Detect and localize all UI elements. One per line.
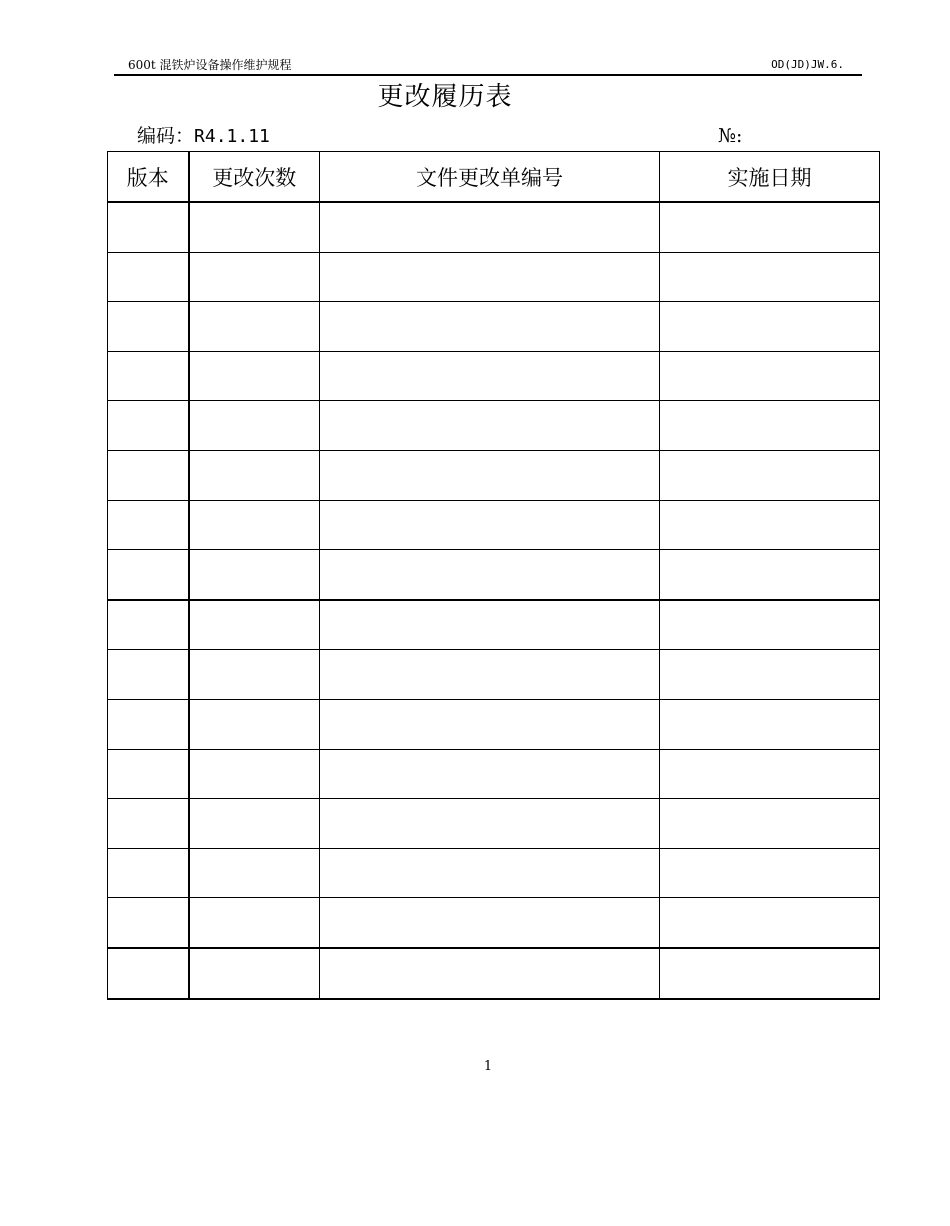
table-cell	[320, 401, 660, 451]
table-cell	[660, 202, 880, 252]
table-cell	[189, 699, 320, 749]
table-cell	[108, 202, 189, 252]
table-cell	[660, 351, 880, 401]
table-row	[108, 351, 880, 401]
code-label: 编码：	[137, 125, 195, 147]
table-cell	[189, 848, 320, 898]
page-number: 1	[483, 1059, 493, 1074]
table-cell	[320, 252, 660, 302]
table-cell	[320, 450, 660, 500]
table-cell	[108, 401, 189, 451]
table-row	[108, 401, 880, 451]
table-cell	[660, 600, 880, 650]
table-row	[108, 252, 880, 302]
table-cell	[660, 252, 880, 302]
table-cell	[189, 450, 320, 500]
table-row	[108, 600, 880, 650]
table-cell	[108, 500, 189, 550]
table-row	[108, 898, 880, 948]
table-cell	[108, 848, 189, 898]
table-cell	[189, 401, 320, 451]
table-row	[108, 302, 880, 352]
table-cell	[108, 351, 189, 401]
table-body	[108, 202, 880, 999]
table-cell	[108, 948, 189, 999]
table-cell	[108, 799, 189, 849]
table-cell	[108, 550, 189, 600]
number-label: №:	[718, 125, 743, 147]
table-cell	[660, 401, 880, 451]
table-row	[108, 948, 880, 999]
table-cell	[189, 252, 320, 302]
column-header-effective-date: 实施日期	[660, 152, 880, 203]
table-cell	[189, 650, 320, 700]
table-row	[108, 550, 880, 600]
table-cell	[660, 699, 880, 749]
table-row	[108, 450, 880, 500]
table-row	[108, 799, 880, 849]
table-cell	[189, 202, 320, 252]
table-cell	[189, 749, 320, 799]
table-row	[108, 202, 880, 252]
header-document-code: OD(JD)JW.6.	[771, 58, 844, 71]
table-cell	[108, 302, 189, 352]
table-cell	[660, 749, 880, 799]
table-cell	[660, 650, 880, 700]
table-cell	[108, 898, 189, 948]
table-cell	[189, 550, 320, 600]
table-cell	[189, 351, 320, 401]
table-row	[108, 699, 880, 749]
table-cell	[189, 600, 320, 650]
table-cell	[189, 948, 320, 999]
table-cell	[108, 650, 189, 700]
table-header-row	[108, 152, 880, 203]
table-cell	[320, 600, 660, 650]
table-cell	[108, 749, 189, 799]
table-cell	[108, 699, 189, 749]
table-cell	[660, 848, 880, 898]
table-cell	[108, 252, 189, 302]
table-row	[108, 848, 880, 898]
table-cell	[320, 202, 660, 252]
table-cell	[320, 749, 660, 799]
table-cell	[108, 600, 189, 650]
revision-history-table	[107, 151, 880, 1000]
column-header-change-count: 更改次数	[189, 152, 320, 203]
table-cell	[660, 302, 880, 352]
table-cell	[320, 302, 660, 352]
table-cell	[660, 550, 880, 600]
table-cell	[320, 898, 660, 948]
header-document-name: 600t 混铁炉设备操作维护规程	[128, 58, 292, 72]
table-cell	[660, 500, 880, 550]
code-line	[137, 123, 270, 150]
table-cell	[320, 650, 660, 700]
table-cell	[189, 302, 320, 352]
table-cell	[660, 450, 880, 500]
table-row	[108, 650, 880, 700]
table-cell	[320, 351, 660, 401]
table-cell	[189, 799, 320, 849]
code-value: R4.1.11	[194, 126, 270, 147]
table-cell	[320, 550, 660, 600]
table-cell	[320, 500, 660, 550]
table-row	[108, 749, 880, 799]
table-cell	[189, 500, 320, 550]
table-cell	[320, 948, 660, 999]
table-cell	[320, 699, 660, 749]
table-cell	[108, 450, 189, 500]
table-cell	[189, 898, 320, 948]
table-cell	[320, 799, 660, 849]
table-cell	[660, 948, 880, 999]
column-header-change-form-number: 文件更改单编号	[320, 152, 660, 203]
table-cell	[320, 848, 660, 898]
column-header-version: 版本	[108, 152, 189, 203]
running-header	[114, 56, 862, 76]
table-row	[108, 500, 880, 550]
table-cell	[660, 898, 880, 948]
page-title: 更改履历表	[377, 82, 513, 112]
table-cell	[660, 799, 880, 849]
